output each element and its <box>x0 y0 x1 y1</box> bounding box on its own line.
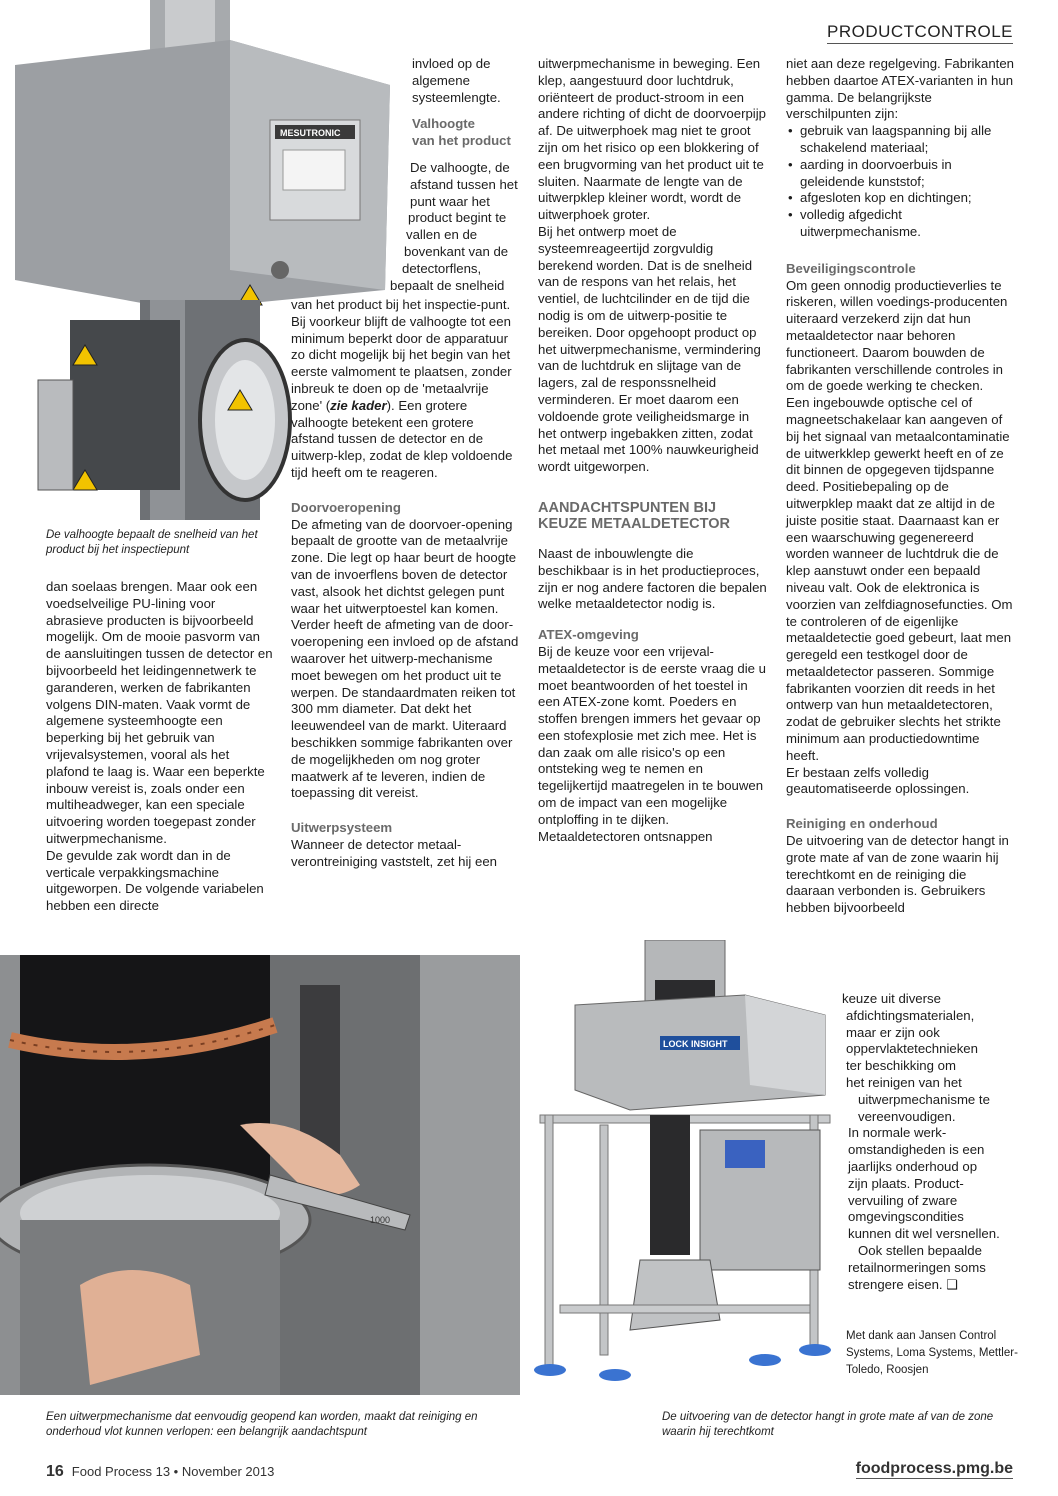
acknowledgement: Met dank aan Jansen Control Systems, Loma Systems, Mettler-Toledo, Roosjen <box>846 1330 1018 1376</box>
footer-url[interactable]: foodprocess.pmg.be <box>855 1460 1013 1477</box>
valhoogte-title-2: van het product <box>412 133 511 149</box>
bullet-item: • aarding in doorvoerbuis in geleidende kunststof; <box>800 157 1016 191</box>
valhoogte-wrap-line: afstand tussen het <box>410 176 518 192</box>
col2-top-line: systeemlengte. <box>412 89 501 105</box>
reiniging-wrap-line: retailnormeringen soms <box>848 1259 986 1275</box>
reiniging-wrap-line: keuze uit diverse <box>842 991 941 1006</box>
valhoogte-wrap-line: product begint te <box>408 210 507 226</box>
reiniging-wrap-line: oppervlaktetechnieken <box>846 1041 978 1057</box>
reiniging-wrap-line: afdichtingsmaterialen, <box>846 1007 975 1023</box>
footer-left <box>46 1463 274 1481</box>
reiniging-wrap-line: strengere eisen. ❑ <box>848 1276 959 1292</box>
beveiliging-title: Beveiligingscontrole <box>786 260 916 276</box>
uitwerp-text: Wanneer de detector metaal-verontreiniging vaststelt, zet hij een <box>291 836 497 869</box>
page-number: 16 <box>46 1463 64 1480</box>
reiniging-wrap-line: In normale werk- <box>848 1125 947 1141</box>
atex-bullets <box>786 123 1016 241</box>
reiniging-wrap-line: maar er zijn ook <box>846 1024 940 1040</box>
reiniging-text: De uitvoering van de detector hangt in grote mate af van de zone waarin hij terechtkomt en de reiniging die daaraan verbonden is. Gebruikers hebben bijvoorbeeld <box>786 833 1009 916</box>
bullet-item: • volledig afgedicht uitwerpmechanisme. <box>800 207 1016 241</box>
reiniging-wrap-line: zijn plaats. Product- <box>848 1175 964 1191</box>
caption-valhoogte: De valhoogte bepaalt de snelheid van het product bij het inspectiepunt <box>46 529 258 556</box>
valhoogte-wrap-line: punt waar het <box>410 193 490 209</box>
doorvoer-title: Doorvoeropening <box>291 499 401 515</box>
beveiliging-text-2: Een ingebouwde optische cel of magneetschakelaar kan aangeven of bij het signaal van metaalcontaminatie de uitwerkklep gewerkt heeft en of ze dit binnen de opgegeven tijdspanne deed. Positiebepaling op de uitwerpklep maakt dat ze altijd in de juiste positie staat. Daarnaast kan er een waarschuwing gegenereerd worden wanneer de luchtdruk die de klep aanstuwt onder een bepaald niveau valt. Ook de elektronica is voorzien van zelfdiagnosefuncties. Om te controleren of de eigenlijke metaaldetectie goed gebeurt, laat men geregeld een testkogel door de metaaldetector passeren. Sommige fabrikanten voorzien dit reeds in het ontwerp van hun metaaldetectoren, zodat de gebruiker slechts het strikte minimum aan productiedowntime heeft. <box>786 395 1013 763</box>
column-4 <box>786 56 1016 917</box>
bullet-item: • gebruik van laagspanning bij alle schakelend materiaal; <box>800 123 1016 157</box>
valhoogte-title-1: Valhoogte <box>412 116 476 132</box>
zie-kader-link[interactable]: zie kader <box>330 397 387 413</box>
column-1 <box>46 579 276 915</box>
column-4-wrap <box>836 991 1021 1293</box>
col3-intro: Naast de inbouwlengte die beschikbaar is in het productieproces, zijn er nog andere factoren die bepalen welke metaaldetector nodig is. <box>538 545 767 612</box>
reiniging-wrap-line: het reinigen van het <box>846 1074 962 1090</box>
uitwerp-title: Uitwerpsysteem <box>291 820 393 836</box>
photo3-brand: LOCK INSIGHT <box>663 1039 728 1049</box>
caption-bottom-right: De uitvoering van de detector hangt in grote mate af van de zone waarin hij terechtkomt <box>662 1411 994 1438</box>
atex-text: Bij de keuze voor een vrijeval-metaaldetector is de eerste vraag die u moet beantwoorden of het toestel in een ATEX-zone komt. Poeders en stoffen brengen immers het gevaar op een stofexplosie met zich mee. Het is dan zaak om alle risico's op een ontsteking weg te nemen en tegelijkertijd maatregelen in te bouwen om de impact van een mogelijke ontploffing in te dijken. Metaaldetectoren ontsnappen <box>538 643 766 844</box>
column-3 <box>538 56 768 845</box>
col2-top-line: invloed op de <box>412 56 491 71</box>
valhoogte-wrap-line: detectorflens, <box>402 260 482 276</box>
col4-text: niet aan deze regelgeving. Fabrikanten hebben daartoe ATEX-varianten in hun gamma. De belangrijkste verschilpunten zijn: <box>786 56 1015 122</box>
column-2-wrap <box>390 160 520 294</box>
valhoogte-text-b: ). Een grotere valhoogte betekent een grotere afstand tussen de detector en de uitwerp-klep, zodat de klep voldoende tijd heeft om te reageren. <box>291 397 513 480</box>
col3-text-2: Bij het ontwerp moet de systeemreageertijd zorgvuldig berekend worden. Dat is de snelheid van de respons van het relais, het ventiel, de luchtcilinder en de tijd die nodig is om de uitwerp-positie te bereiken. Door opgehoopt product op het uitwerpmechanisme, vermindering van de luchtdruk en slijtage van de lagers, zal de responssnelheid verminderen. Er moet daarom een voldoende grote veiligheidsmarge in het ontwerp ingebakken zitten, zodat het metaal met 100% nauwkeurigheid wordt uitgeworpen. <box>538 223 761 475</box>
beveiliging-text-3: Er bestaan zelfs volledig geautomatiseerde oplossingen. <box>786 764 970 797</box>
col2-top-line: algemene <box>412 72 470 88</box>
reiniging-wrap-line: vereenvoudigen. <box>858 1108 956 1124</box>
photo-lock-insight <box>520 940 840 1395</box>
bullet-item: • afgesloten kop en dichtingen; <box>800 190 1016 207</box>
beveiliging-text: Om geen onnodig productieverlies te riskeren, willen voedings-producenten uiteraard verzekerd zijn dat hun metaaldetector naar behoren functioneert. Daarom bouwden de fabrikanten verschillende controles in om de goede werking te checken. <box>786 277 1008 394</box>
column-2 <box>291 297 519 871</box>
col3-text: uitwerpmechanisme in beweging. Een klep, aangestuurd door luchtdruk, oriënteert de product-stroom in een andere richting of dicht de doorvoerpijp af. De uitwerphoek mag niet te groot zijn om het risico op een blokkering of een brugvorming van het product uit te sluiten. Naarmate de lengte van de uitwerpklep kleiner wordt, wordt de uitwerphoek groter. <box>538 56 766 223</box>
issue-info: Food Process 13 • November 2013 <box>71 1464 275 1479</box>
reiniging-wrap-line: ter beschikking om <box>846 1058 956 1074</box>
col1-paragraph-2: De gevulde zak wordt dan in de verticale verpakkingsmachine uitgeworpen. De volgende variabelen hebben een directe <box>46 847 264 914</box>
reiniging-wrap-line: uitwerpmechanisme te <box>858 1091 990 1107</box>
clamp-marking: 1000 <box>370 1215 391 1225</box>
atex-title: ATEX-omgeving <box>538 627 639 643</box>
reiniging-wrap-line: kunnen dit wel versnellen. <box>848 1226 1000 1242</box>
doorvoer-text: De afmeting van de doorvoer-opening bepaalt de grootte van de metaalvrije zone. Die legt op haar beurt de hoogte van de invoerflens boven de detector vast, alsook het dichtst gelegen punt waar het uitwerptoestel kan komen. Verder heeft de afmeting van de door-voeropening een invloed op de afstand waarover het uitwerp-mechanisme moet bewegen om het product uit te werpen. De standaardmaten reiken tot 300 mm diameter. Dat dekt het leeuwendeel van de markt. Uiteraard beschikken sommige fabrikanten over de mogelijkheden om nog groter maatwerk af te leveren, indien de toepassing dit vereist. <box>291 516 519 801</box>
valhoogte-wrap-line: bepaalt de snelheid <box>390 277 505 293</box>
valhoogte-text-a: van het product bij het inspectie-punt. Bij voorkeur blijft de valhoogte tot een minimum beperkt door de apparatuur zo dicht mogelijk bij het begin van het eerste valmoment te plaatsen, zonder inbreuk te doen op de 'metaalvrije zone' ( <box>291 297 512 413</box>
column-2-top <box>412 56 522 150</box>
section-label: PRODUCTCONTROLE <box>827 22 1013 44</box>
reiniging-title: Reiniging en onderhoud <box>786 816 938 832</box>
valhoogte-wrap-line: De valhoogte, de <box>410 160 510 175</box>
aandachtspunten-heading: AANDACHTSPUNTEN BIJ KEUZE METAALDETECTOR <box>538 499 730 532</box>
reiniging-wrap-line: omgevingscondities <box>848 1209 964 1225</box>
photo-clamp-hands <box>0 955 520 1395</box>
reiniging-wrap-line: Ook stellen bepaalde <box>858 1242 982 1258</box>
valhoogte-wrap-line: vallen en de <box>406 227 478 243</box>
valhoogte-wrap-line: bovenkant van de <box>404 243 509 259</box>
col1-paragraph: dan soelaas brengen. Maar ook een voedselveilige PU-lining voor abrasieve producten is bijvoorbeeld mogelijk. Om de mooie pasvorm van de aansluitingen tussen de detector en bijvoorbeeld het leidingennetwerk te garanderen, werken de fabrikanten volgens DIN-maten. Vaak vormt de algemene systeemhoogte een beperking bij het gebruik van vrijevalsystemen, vooral als het plafond te laag is. Waar een beperkte inbouw vereist is, zoals onder een multiheadweger, kan een speciale uitvoering worden toegepast zonder uitwerpmechanisme. <box>46 579 273 846</box>
photo1-brand: MESUTRONIC <box>280 128 341 138</box>
reiniging-wrap-line: jaarlijks onderhoud op <box>848 1158 978 1174</box>
reiniging-wrap-line: vervuiling of zware <box>848 1192 958 1208</box>
caption-bottom-left: Een uitwerpmechanisme dat eenvoudig geopend kan worden, maakt dat reiniging en onderhoud vlot kunnen verlopen: een belangrijk aandachtspunt <box>46 1411 478 1438</box>
reiniging-wrap-line: omstandigheden is een <box>848 1142 985 1158</box>
